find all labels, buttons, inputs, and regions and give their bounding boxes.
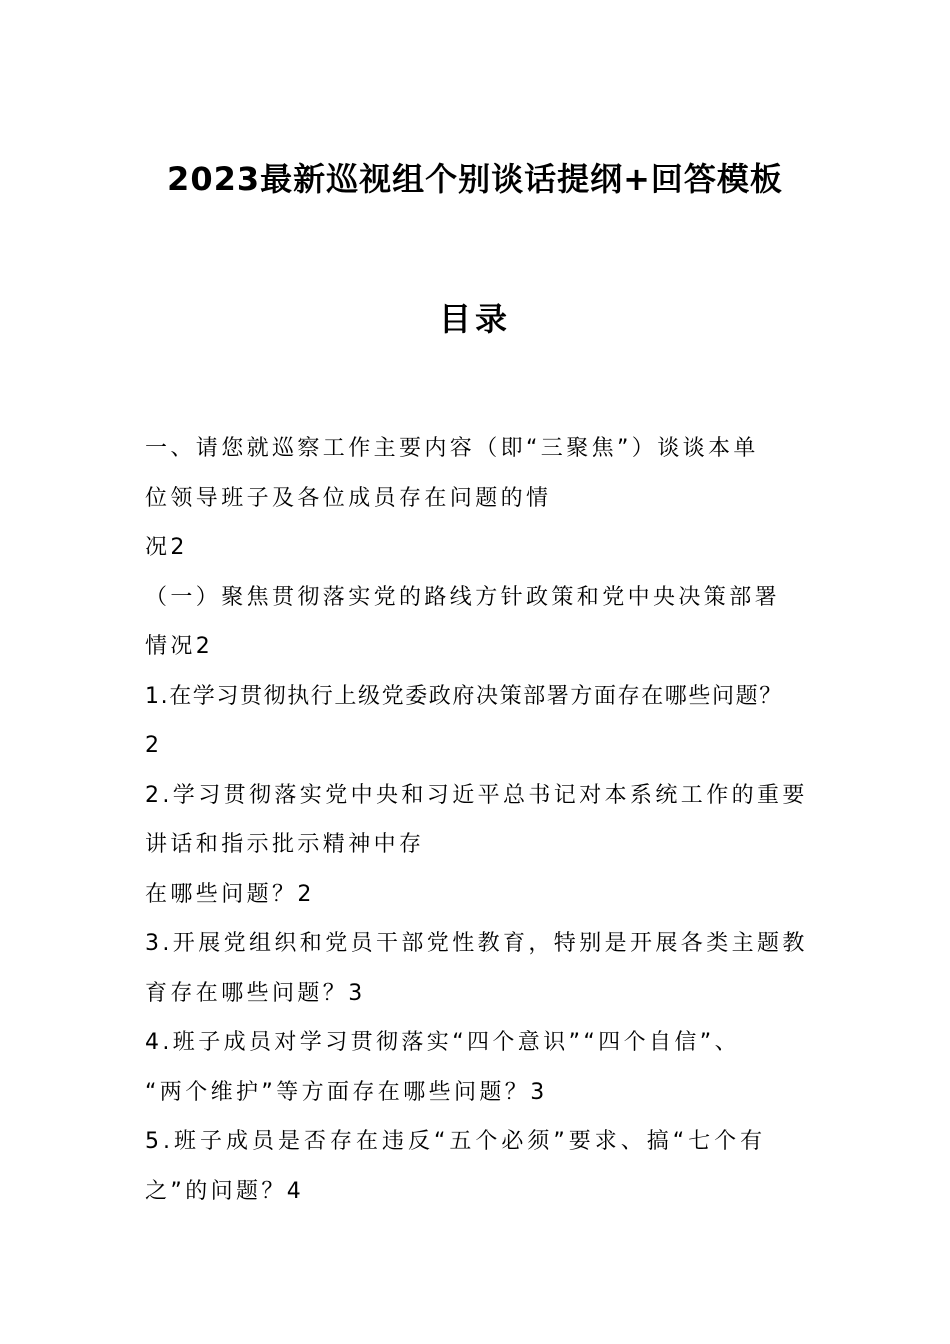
toc-line: 位领导班子及各位成员存在问题的情 [145, 485, 552, 511]
toc-line: 一、请您就巡察工作主要内容（即“三聚焦”）谈谈本单 [145, 436, 759, 461]
toc-line: （一）聚焦贯彻落实党的路线方针政策和党中央决策部署 [145, 584, 781, 610]
toc-line: 5.班子成员是否存在违反“五个必须”要求、搞“七个有 [145, 1129, 767, 1154]
toc-line: 4.班子成员对学习贯彻落实“四个意识”“四个自信”、 [145, 1030, 740, 1055]
toc-line: 2 [145, 733, 163, 758]
toc-line: 3.开展党组织和党员干部党性教育，特别是开展各类主题教 [145, 931, 808, 956]
toc-line: 1.在学习贯彻执行上级党委政府决策部署方面存在哪些问题？ [145, 683, 783, 709]
toc-line: 情况2 [145, 634, 214, 659]
document-title: 2023最新巡视组个别谈话提纲+回答模板 [167, 160, 783, 198]
toc-line: 2.学习贯彻落实党中央和习近平总书记对本系统工作的重要 [145, 782, 808, 808]
toc-line: 之”的问题？4 [145, 1178, 305, 1204]
toc-line: 育存在哪些问题？3 [145, 980, 366, 1006]
toc-line: 况2 [145, 535, 188, 560]
toc-heading: 目录 [438, 300, 511, 338]
toc-line: 讲话和指示批示精神中存 [145, 832, 425, 857]
table-of-contents [145, 424, 815, 1216]
toc-line: “两个维护”等方面存在哪些问题？3 [145, 1079, 548, 1105]
toc-line: 在哪些问题？2 [145, 881, 315, 907]
